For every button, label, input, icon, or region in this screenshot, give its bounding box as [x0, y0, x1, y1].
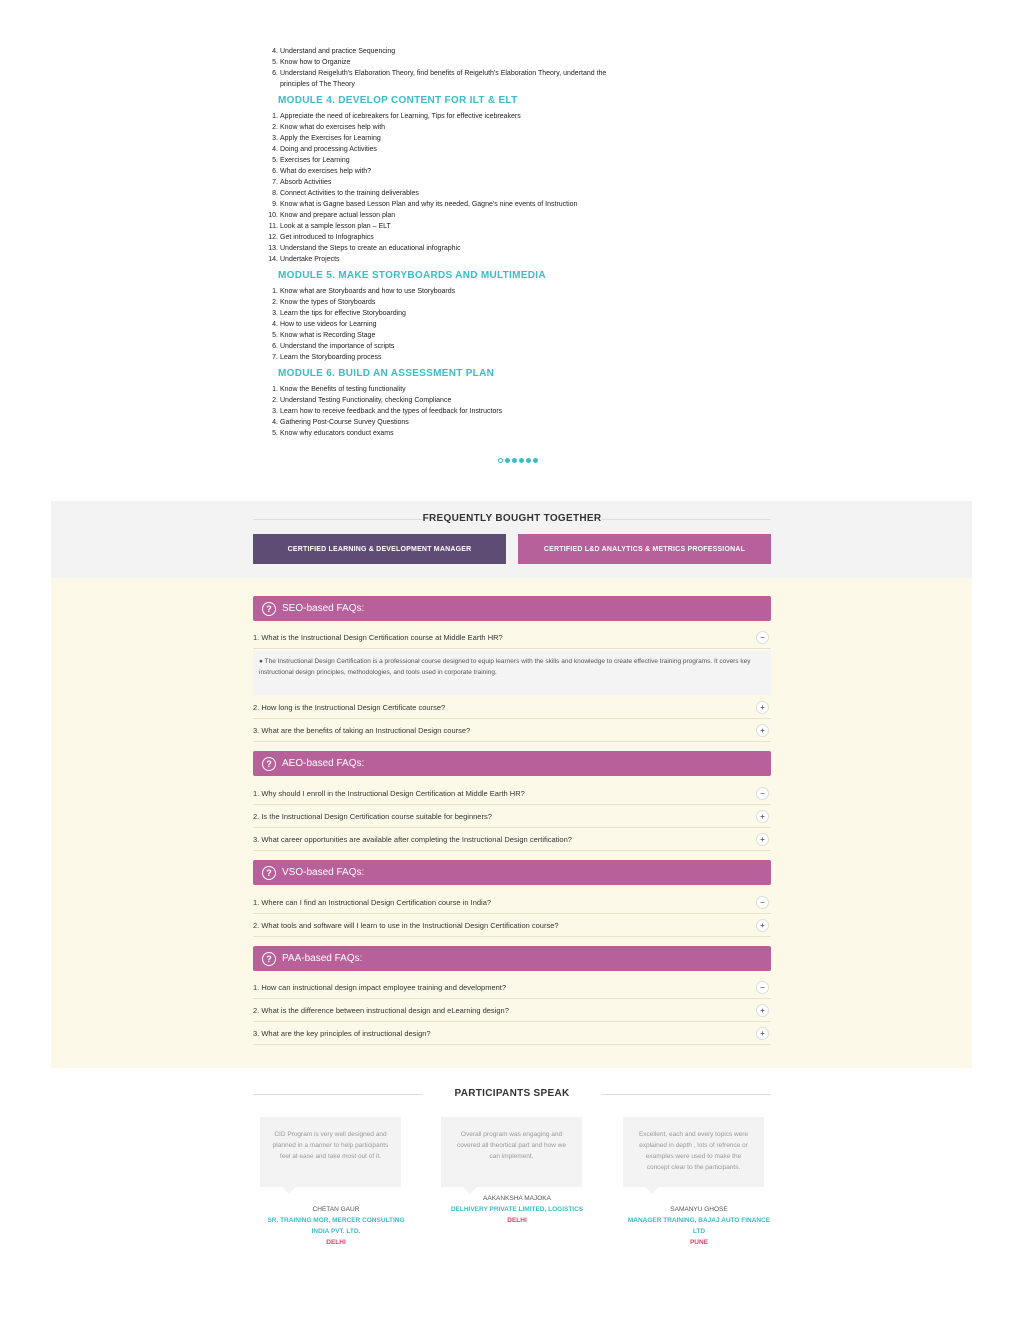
question-icon: ? — [262, 757, 276, 771]
module-item-text: Know the types of Storyboards — [280, 299, 376, 306]
collapse-icon[interactable]: − — [756, 787, 769, 800]
module-item — [262, 341, 622, 352]
module-item-number: 5. — [272, 157, 278, 164]
participant-city: DELHI — [507, 1217, 527, 1224]
carousel-dot[interactable] — [533, 458, 538, 463]
participant-name: CHETAN GAUR — [312, 1206, 360, 1213]
faq-question-text: 1. What is the Instructional Design Certification course at Middle Earth HR? — [253, 632, 503, 642]
module-item — [262, 406, 622, 417]
participants-title-text: PARTICIPANTS SPEAK — [454, 1088, 570, 1099]
module-item — [262, 133, 622, 144]
module-item — [262, 319, 622, 330]
module-item — [262, 111, 622, 122]
module-item-number: 6. — [272, 70, 278, 77]
course-modules — [262, 46, 622, 439]
faq-question[interactable] — [253, 805, 771, 828]
module-item — [262, 243, 622, 254]
participant-city: DELHI — [326, 1239, 346, 1246]
expand-icon[interactable]: + — [756, 833, 769, 846]
module-item-text: Doing and processing Activities — [280, 146, 377, 153]
module-item-number: 8. — [272, 190, 278, 197]
expand-icon[interactable]: + — [756, 724, 769, 737]
faq-answer: ● The Instructional Design Certification is a professional course designed to equip learners with the skills and knowledge to create effective training programs. It covers key instructional design principles, methodologies, and tools used in corporate training. — [253, 651, 771, 695]
carousel-dots — [498, 458, 538, 466]
expand-icon[interactable]: + — [756, 701, 769, 714]
module-item — [262, 68, 622, 90]
module-item-number: 5. — [272, 332, 278, 339]
faq-question-text: 2. Is the Instructional Design Certification course suitable for beginners? — [253, 811, 492, 821]
module-item — [262, 46, 622, 57]
faq-question-text: 2. How long is the Instructional Design Certificate course? — [253, 702, 446, 712]
faq-question[interactable] — [253, 976, 771, 999]
carousel-dot[interactable] — [519, 458, 524, 463]
module-item-number: 1. — [272, 386, 278, 393]
module-item-text: What do exercises help with? — [280, 168, 372, 175]
participant-designation: DELHIVERY PRIVATE LIMITED, LOGISTICS — [450, 1206, 584, 1213]
module-item-text: Understand the Steps to create an educational infographic — [280, 245, 461, 252]
module-item — [262, 188, 622, 199]
module6-list — [262, 384, 622, 439]
module-item — [262, 286, 622, 297]
module-item-number: 5. — [272, 430, 278, 437]
testimonial-card: Overall program was engaging and covered all theortical part and how we can implement. — [441, 1117, 582, 1187]
module-item-number: 2. — [272, 124, 278, 131]
module-item-text: Apply the Exercises for Learning — [280, 135, 381, 142]
carousel-dot-active[interactable] — [498, 458, 503, 463]
module-item-text: Learn the tips for effective Storyboarding — [280, 310, 406, 317]
module-item-text: Understand Testing Functionality, checking Compliance — [280, 397, 452, 404]
module-item-number: 6. — [272, 168, 278, 175]
module-item-text: Appreciate the need of icebreakers for Learning, Tips for effective icebreakers — [280, 113, 521, 120]
frequently-bought-title-text: FREQUENTLY BOUGHT TOGETHER — [422, 513, 602, 524]
module-item-text: Connect Activities to the training deliverables — [280, 190, 419, 197]
module-item — [262, 57, 622, 68]
module-item — [262, 155, 622, 166]
module-item-number: 3. — [272, 310, 278, 317]
faq-header-seo[interactable] — [253, 596, 771, 621]
carousel-dot[interactable] — [512, 458, 517, 463]
module-item — [262, 166, 622, 177]
module-item-text: Know what is Gagne based Lesson Plan and why its needed, Gagne's nine events of Instruction — [280, 201, 578, 208]
faq-question-text: 3. What career opportunities are available after completing the Instructional Design certification? — [253, 834, 572, 844]
module-item-text: Absorb Activities — [280, 179, 332, 186]
course-button-ld-analytics[interactable]: CERTIFIED L&D ANALYTICS & METRICS PROFESSIONAL — [518, 534, 771, 564]
expand-icon[interactable]: + — [756, 1004, 769, 1017]
module-item-text: Understand the importance of scripts — [280, 343, 395, 350]
module-item — [262, 122, 622, 133]
module-item-number: 12. — [268, 234, 278, 241]
module-item — [262, 232, 622, 243]
faq-header-title: VSO-based FAQs: — [282, 867, 365, 878]
faq-header-vso[interactable] — [253, 860, 771, 885]
module-item-number: 10. — [268, 212, 278, 219]
module-item-text: Get introduced to Infographics — [280, 234, 374, 241]
faq-question-text: 1. How can instructional design impact employee training and development? — [253, 982, 507, 992]
question-icon: ? — [262, 952, 276, 966]
module-item-text: Look at a sample lesson plan – ELT — [280, 223, 391, 230]
faq-question-text: 2. What tools and software will I learn to use in the Instructional Design Certification course? — [253, 920, 559, 930]
module-item-text: Learn how to receive feedback and the types of feedback for Instructors — [280, 408, 503, 415]
module-item-text: Know how to Organize — [280, 59, 351, 66]
module-item — [262, 144, 622, 155]
module-item — [262, 297, 622, 308]
module-item-number: 2. — [272, 397, 278, 404]
participant-designation: MANAGER TRAINING, BAJAJ AUTO FINANCE LTD — [627, 1217, 771, 1235]
participant-name: AAKANKSHA MAJOKA — [483, 1195, 551, 1202]
participant-city: PUNE — [689, 1239, 709, 1246]
module-item — [262, 330, 622, 341]
module-item-number: 11. — [268, 223, 278, 230]
faq-header-title: AEO-based FAQs: — [282, 758, 365, 769]
faq-question-text: 3. What are the key principles of instructional design? — [253, 1028, 431, 1038]
module-item-number: 4. — [272, 419, 278, 426]
module-item-number: 3. — [272, 408, 278, 415]
carousel-dot[interactable] — [526, 458, 531, 463]
module-item — [262, 308, 622, 319]
module-item-number: 1. — [272, 288, 278, 295]
faq-question[interactable] — [253, 891, 771, 914]
faq-header-paa[interactable] — [253, 946, 771, 971]
module-item-text: Undertake Projects — [280, 256, 340, 263]
module-item-number: 13. — [268, 245, 278, 252]
module-item — [262, 177, 622, 188]
testimonial-card: CID Program is very well designed and planned in a manner to help participants feel at ease and take most out of it. — [260, 1117, 401, 1187]
faq-question[interactable] — [253, 782, 771, 805]
question-icon: ? — [262, 602, 276, 616]
module-item — [262, 199, 622, 210]
module-item-number: 4. — [272, 146, 278, 153]
module-item — [262, 417, 622, 428]
faq-header-title: PAA-based FAQs: — [282, 953, 363, 964]
course-button-ld-manager[interactable]: CERTIFIED LEARNING & DEVELOPMENT MANAGER — [253, 534, 506, 564]
module-item-number: 4. — [272, 48, 278, 55]
module-item — [262, 428, 622, 439]
module-item-number: 3. — [272, 135, 278, 142]
participant-name: SAMANYU GHOSE — [670, 1206, 728, 1213]
module4-list — [262, 111, 622, 265]
faq-header-title: SEO-based FAQs: — [282, 603, 365, 614]
module-item — [262, 254, 622, 265]
module-item — [262, 210, 622, 221]
faq-question[interactable] — [253, 914, 771, 937]
collapse-icon[interactable]: − — [756, 981, 769, 994]
module-item-text: Understand Reigeluth's Elaboration Theory, find benefits of Reigeluth's Elaboration Theory, undertand the principles of The Theory — [280, 70, 607, 88]
module-item-text: Learn the Storyboarding process — [280, 354, 382, 361]
module-item-text: Know what is Recording Stage — [280, 332, 376, 339]
collapse-icon[interactable]: − — [756, 631, 769, 644]
faq-question-text: 1. Where can I find an Instructional Design Certification course in India? — [253, 897, 492, 907]
faq-question-text: 1. Why should I enroll in the Instructional Design Certification at Middle Earth HR? — [253, 788, 525, 798]
module-item — [262, 352, 622, 363]
faq-question[interactable] — [253, 828, 771, 851]
faq-question[interactable] — [253, 999, 771, 1022]
module-item-number: 4. — [272, 321, 278, 328]
faq-question[interactable] — [253, 696, 771, 719]
module-item-number: 1. — [272, 113, 278, 120]
module-item — [262, 395, 622, 406]
expand-icon[interactable]: + — [756, 1027, 769, 1040]
module-item — [262, 221, 622, 232]
module-item-text: Know what do exercises help with — [280, 124, 386, 131]
frequently-bought-title — [253, 513, 771, 524]
module-item — [262, 384, 622, 395]
testimonial-card: Excellent, each and every topics were explained in depth , lots of refrence or examples were used to make the concept clear to the participants. — [623, 1117, 764, 1187]
participants-title — [253, 1088, 771, 1099]
faq-question-text: 2. What is the difference between instructional design and eLearning design? — [253, 1005, 509, 1015]
module-item-text: Know and prepare actual lesson plan — [280, 212, 396, 219]
module-item-text: Understand and practice Sequencing — [280, 48, 396, 55]
module-item-text: Exercises for Learning — [280, 157, 350, 164]
faq-question[interactable] — [253, 1022, 771, 1045]
collapse-icon[interactable]: − — [756, 896, 769, 909]
module4-title: MODULE 4. DEVELOP CONTENT FOR ILT & ELT — [278, 95, 518, 106]
module-item-number: 7. — [272, 354, 278, 361]
module5-title: MODULE 5. MAKE STORYBOARDS AND MULTIMEDIA — [278, 270, 546, 281]
participant-info — [624, 1204, 774, 1248]
faq-question[interactable] — [253, 719, 771, 742]
expand-icon[interactable]: + — [756, 919, 769, 932]
module-item-number: 14. — [268, 256, 278, 263]
participant-info — [261, 1204, 411, 1248]
module-item-text: Know what are Storyboards and how to use Storyboards — [280, 288, 456, 295]
module-item-text: Know why educators conduct exams — [280, 430, 394, 437]
module-item-text: Gathering Post-Course Survey Questions — [280, 419, 409, 426]
participant-designation: SR. TRAINING MGR, MERCER CONSULTING INDIA PVT. LTD. — [267, 1217, 405, 1235]
module-item-number: 9. — [272, 201, 278, 208]
module3-list — [262, 46, 622, 90]
module-item-text: How to use videos for Learning — [280, 321, 377, 328]
faq-question[interactable] — [253, 626, 771, 649]
module-item-number: 7. — [272, 179, 278, 186]
module-item-number: 2. — [272, 299, 278, 306]
module-item-text: Know the Benefits of testing functionality — [280, 386, 406, 393]
module6-title: MODULE 6. BUILD AN ASSESSMENT PLAN — [278, 368, 495, 379]
question-icon: ? — [262, 866, 276, 880]
module-item-number: 6. — [272, 343, 278, 350]
expand-icon[interactable]: + — [756, 810, 769, 823]
module-item-number: 5. — [272, 59, 278, 66]
module5-list — [262, 286, 622, 363]
carousel-dot[interactable] — [505, 458, 510, 463]
participant-info — [442, 1193, 592, 1226]
faq-header-aeo[interactable] — [253, 751, 771, 776]
faq-question-text: 3. What are the benefits of taking an Instructional Design course? — [253, 725, 471, 735]
